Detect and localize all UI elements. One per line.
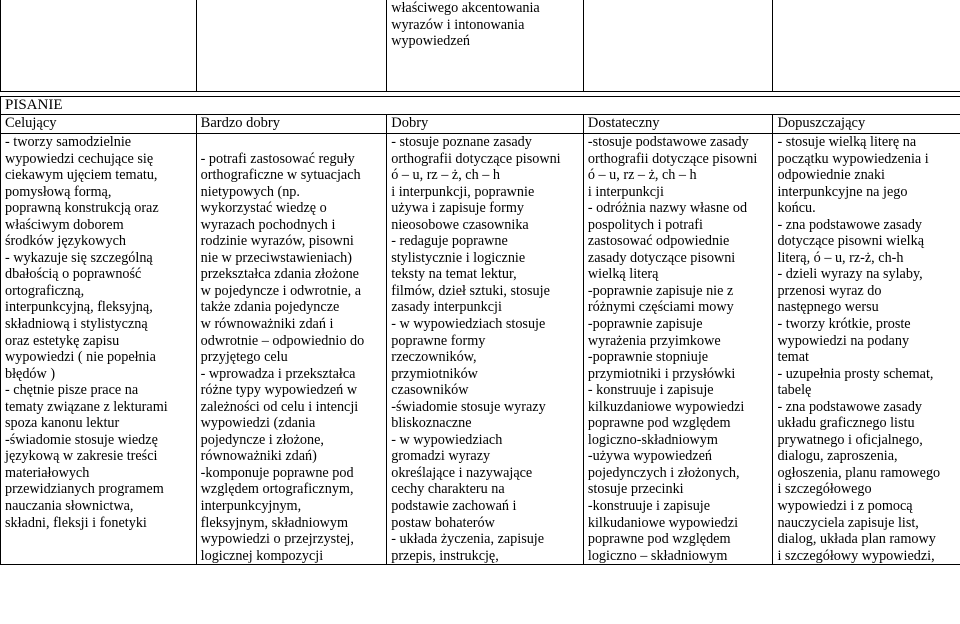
criteria-row	[1, 134, 960, 565]
grading-criteria-table	[0, 96, 960, 565]
criteria-cell-dostateczny	[583, 134, 773, 565]
criteria-cell-bardzo-dobry	[196, 134, 387, 565]
grade-header-row	[1, 115, 960, 134]
criteria-text-celujacy: - tworzy samodzielnie wypowiedzi cechujące się ciekawym ujęciem tematu, pomysłową formą, poprawną konstrukcją oraz właściwym doborem środków językowych - wykazuje się szczególną dbałością o poprawność ortograficzną, interpunkcyjną, fleksyjną, składniową i stylistyczną oraz estetykę zapisu wypowiedzi ( nie popełnia błędów ) - chętnie pisze prace na tematy związane z lekturami spoza kanonu lektur -świadomie stosuje wiedzę językową w zakresie treści materiałowych przewidzianych programem nauczania słownictwa, składni, fleksji i fonetyki	[5, 134, 168, 531]
previous-cell-4	[583, 0, 773, 92]
criteria-text-dostateczny: -stosuje podstawowe zasady orthografii dotyczące pisowni ó – u, rz – ż, ch – h i interpunkcji - odróżnia nazwy własne od pospolitych i potrafi zastosować odpowiednie zasady dotyczące pisowni wielką literą -poprawnie zapisuje nie z różnymi częściami mowy -poprawnie zapisuje wyrażenia przyimkowe -poprawnie stopniuje przymiotniki i przysłówki - konstruuje i zapisuje kilkuzdaniowe wypowiedzi poprawne pod względem logiczno-składniowym -używa wypowiedzeń pojedynczych i złożonych, stosuje przecinki -konstruuje i zapisuje kilkudaniowe wypowiedzi poprawne pod względem logiczno – składniowym	[587, 134, 758, 564]
section-title: PISANIE	[1, 97, 960, 115]
previous-table-row	[1, 0, 960, 92]
criteria-text-dopuszczajacy: - stosuje wielką literę na początku wypowiedzenia i odpowiednie znaki interpunkcyjne na jego końcu. - zna podstawowe zasady dotyczące pisowni wielką literą, ó – u, rz-ż, ch-h - dzieli wyrazy na sylaby, przenosi wyraz do następnego wersu - tworzy krótkie, proste wypowiedzi na podany temat - uzupełnia prosty schemat, tabelę - zna podstawowe zasady układu graficznego listu prywatnego i oficjalnego, dialogu, zaproszenia, ogłoszenia, planu ramowego i szczegółowego wypowiedzi i z pomocą nauczyciela zapisuje list, dialog, układa plan ramowy i szczegółowy wypowiedzi,	[777, 134, 941, 564]
previous-cell-1	[1, 0, 197, 92]
grade-header-bardzo-dobry: Bardzo dobry	[196, 115, 387, 134]
previous-cell-3	[387, 0, 584, 92]
criteria-cell-celujacy	[1, 134, 197, 565]
previous-table-fragment	[0, 0, 960, 92]
grade-header-dobry: Dobry	[387, 115, 584, 134]
criteria-cell-dobry	[387, 134, 584, 565]
section-row	[1, 97, 960, 115]
previous-cell-3-text: właściwego akcentowania wyrazów i intonowania wypowiedzeń	[391, 0, 540, 50]
previous-cell-5	[773, 0, 960, 92]
grade-header-celujacy: Celujący	[1, 115, 197, 134]
grade-header-dopuszczajacy: Dopuszczający	[773, 115, 960, 134]
previous-cell-2	[196, 0, 387, 92]
criteria-cell-dopuszczajacy	[773, 134, 960, 565]
criteria-text-bardzo-dobry: - potrafi zastosować reguły orthograficzne w sytuacjach nietypowych (np. wykorzystać wiedzę o wyrazach pochodnych i rodzinie wyrazów, pisowni nie w przeciwstawieniach) przekształca zdania złożone w pojedyncze i odwrotnie, a także zdania pojedyncze w równoważniki zdań i odwrotnie – odpowiednio do przyjętego celu - wprowadza i przekształca różne typy wypowiedzeń w zależności od celu i intencji wypowiedzi (zdania pojedyncze i złożone, równoważniki zdań) -komponuje poprawne pod względem ortograficznym, interpunkcyjnym, fleksyjnym, składniowym wypowiedzi o przejrzystej, logicznej kompozycji	[200, 150, 365, 564]
grade-header-dostateczny: Dostateczny	[583, 115, 773, 134]
criteria-text-dobry: - stosuje poznane zasady orthografii dotyczące pisowni ó – u, rz – ż, ch – h i interpunkcji, poprawnie używa i zapisuje formy nieosobowe czasownika - redaguje poprawne stylistycznie i logicznie teksty na temat lektur, filmów, dzieł sztuki, stosuje zasady interpunkcji - w wypowiedziach stosuje poprawne formy rzeczowników, przymiotników czasowników -świadomie stosuje wyrazy bliskoznaczne - w wypowiedziach gromadzi wyrazy określające i nazywające cechy charakteru na podstawie zachowań i postaw bohaterów - układa życzenia, zapisuje przepis, instrukcję,	[391, 134, 561, 564]
